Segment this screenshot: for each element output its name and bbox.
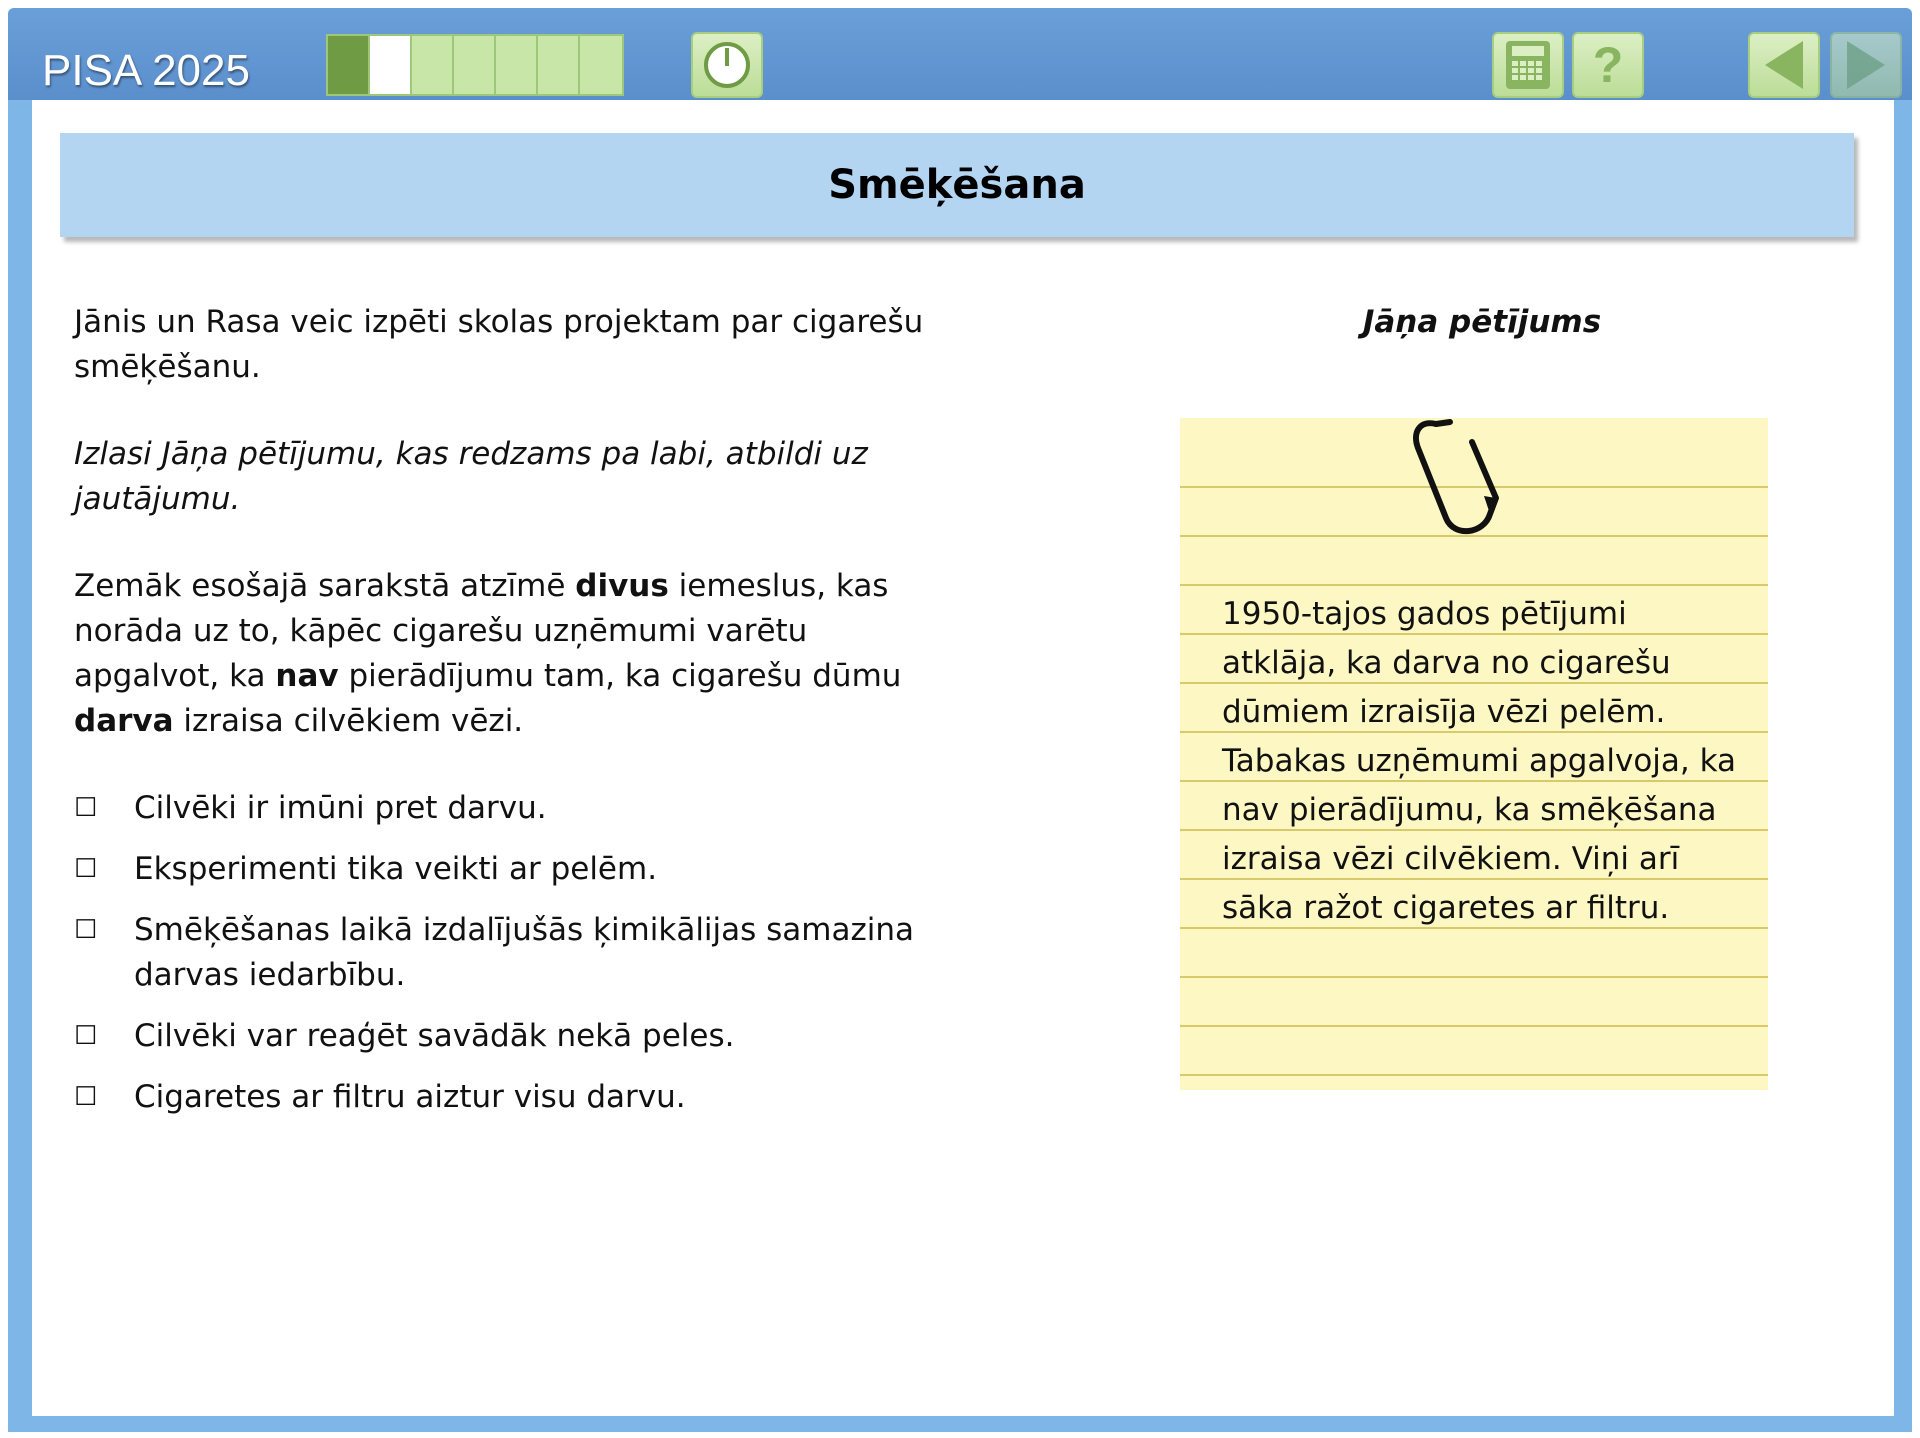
answer-option[interactable]	[74, 1014, 954, 1059]
answer-option-label: Eksperimenti tika veikti ar pelēm.	[134, 851, 658, 887]
page-title-bar	[60, 133, 1854, 237]
progress-step-5	[496, 36, 538, 94]
progress-step-2	[370, 36, 412, 94]
progress-step-3	[412, 36, 454, 94]
study-note-text: 1950-tajos gados pētījumi atklāja, ka darva no cigarešu dūmiem izraisīja vēzi pelēm. Tabakas uzņēmumi apgalvoja, ka nav pierādījumu, ka smēķēšana izraisa vēzi cilvēkiem. Viņi arī sāka ražot cigaretes ar filtru.	[1222, 596, 1737, 926]
progress-step-1	[328, 36, 370, 94]
answer-option-label: Cilvēki ir imūni pret darvu.	[134, 790, 547, 826]
question-emphasis-2: nav	[275, 658, 339, 694]
progress-step-7	[580, 36, 622, 94]
checkbox[interactable]: ☐	[74, 1082, 98, 1112]
content-panel	[32, 100, 1894, 1416]
progress-step-4	[454, 36, 496, 94]
window-bottom-border	[8, 1416, 1912, 1432]
calculator-button[interactable]	[1492, 32, 1564, 98]
checkbox[interactable]: ☐	[74, 915, 98, 945]
help-button[interactable]	[1572, 32, 1644, 98]
timer-icon	[704, 42, 750, 88]
paperclip-icon	[1402, 414, 1512, 542]
question-emphasis-1: divus	[575, 568, 669, 604]
answer-option[interactable]	[74, 786, 954, 831]
app-title: PISA 2025	[42, 46, 250, 95]
timer-button[interactable]	[691, 32, 763, 98]
answer-option[interactable]	[74, 908, 954, 998]
checkbox[interactable]: ☐	[74, 793, 98, 823]
instruction-text: Izlasi Jāņa pētījumu, kas redzams pa labi, atbildi uz jautājumu.	[74, 436, 868, 517]
answer-option-label: Cilvēki var reaģēt savādāk nekā peles.	[134, 1018, 735, 1054]
calculator-icon	[1506, 41, 1550, 89]
stimulus-left-column	[74, 300, 954, 1136]
answer-option-label: Cigaretes ar filtru aiztur visu darvu.	[134, 1079, 686, 1115]
answer-option-label: Smēķēšanas laikā izdalījušās ķimikālijas samazina darvas iedarbību.	[134, 912, 915, 993]
top-toolbar	[8, 8, 1912, 100]
answer-option[interactable]	[74, 847, 954, 892]
answer-options-list	[74, 786, 954, 1120]
answer-option[interactable]	[74, 1075, 954, 1120]
help-icon: ?	[1592, 37, 1624, 93]
next-button[interactable]	[1830, 32, 1902, 98]
arrow-right-icon	[1847, 41, 1885, 89]
page-title: Smēķēšana	[828, 162, 1086, 208]
back-button[interactable]	[1748, 32, 1820, 98]
question-text: Zemāk esošajā sarakstā atzīmē divus iemeslus, kas norāda uz to, kāpēc cigarešu uzņēmumi varētu apgalvot, ka nav pierādījumu tam, ka cigarešu dūmu darva izraisa cilvēkiem vēzi.	[74, 568, 902, 739]
study-title: Jāņa pētījums	[1362, 304, 1602, 340]
arrow-left-icon	[1765, 41, 1803, 89]
progress-indicator	[326, 34, 624, 96]
checkbox[interactable]: ☐	[74, 854, 98, 884]
checkbox[interactable]: ☐	[74, 1021, 98, 1051]
progress-step-6	[538, 36, 580, 94]
intro-text: Jānis un Rasa veic izpēti skolas projektam par cigarešu smēķēšanu.	[74, 304, 924, 385]
question-emphasis-3: darva	[74, 703, 174, 739]
study-notepad	[1180, 418, 1768, 1090]
